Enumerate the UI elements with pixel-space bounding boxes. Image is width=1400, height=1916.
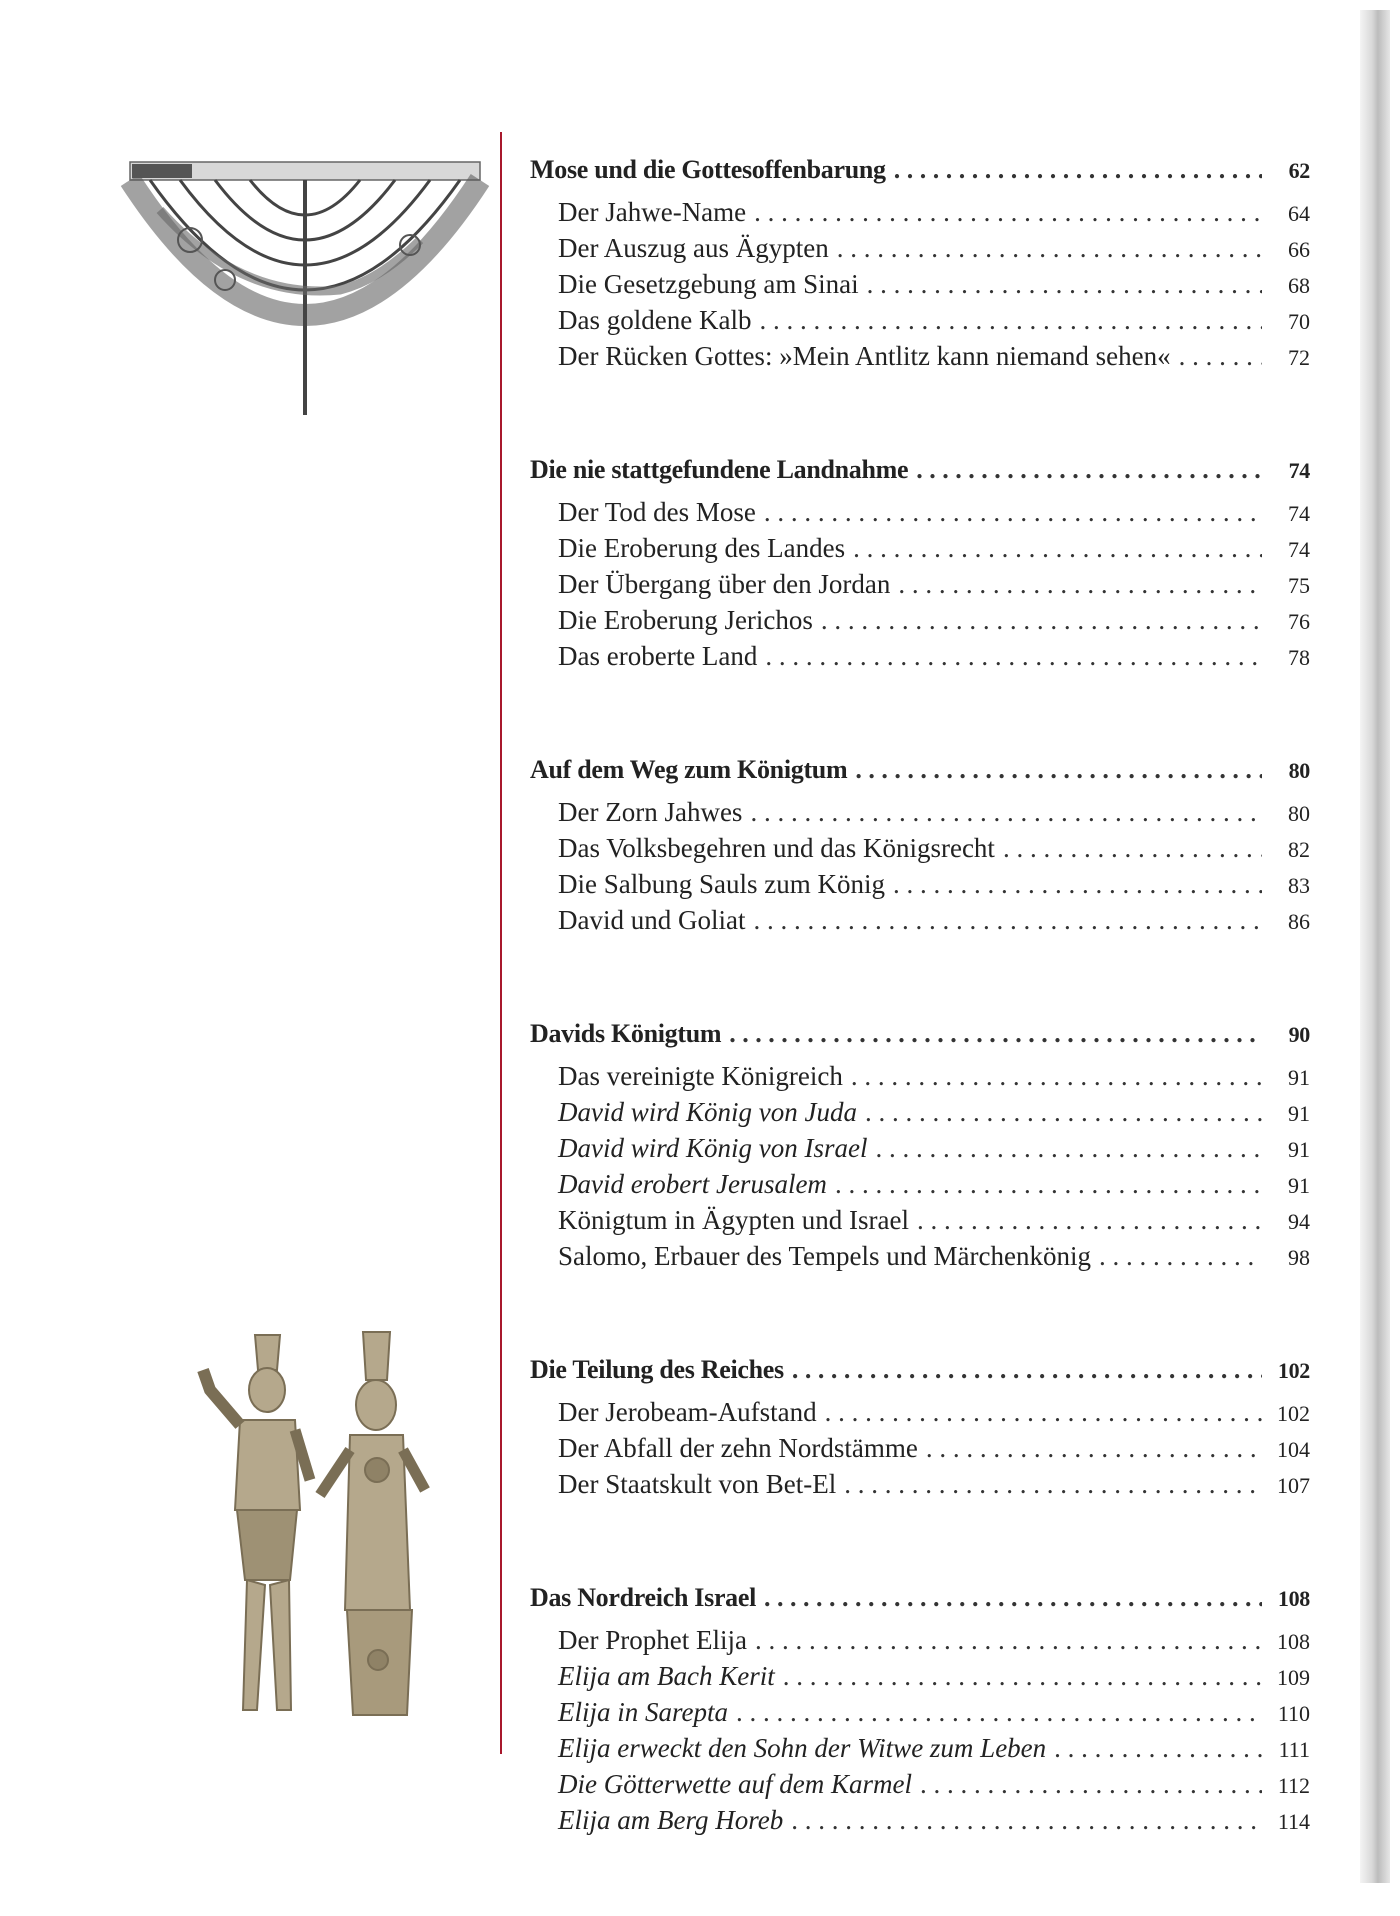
entry-title: Salomo, Erbauer des Tempels und Märchenkönig [558,1241,1091,1271]
dot-leader [791,1802,1262,1838]
dot-leader [753,902,1262,938]
page-number: 66 [1288,237,1310,262]
page-number: 74 [1288,458,1310,483]
dot-leader [893,866,1262,902]
page-number: 109 [1277,1665,1310,1690]
dot-leader [764,494,1262,530]
entry-title: Das Volksbegehren und das Königsrecht [558,833,995,863]
toc-entry [530,602,1310,638]
page-number: 91 [1288,1065,1310,1090]
toc-entry [530,1466,1310,1502]
toc-entry [530,1058,1310,1094]
toc-entry [530,1238,1310,1274]
entry-title: Elija erweckt den Sohn der Witwe zum Leben [558,1733,1047,1763]
page-number: 111 [1278,1737,1310,1762]
dot-leader [916,452,1262,488]
entry-title: David und Goliat [558,905,746,935]
toc-entry [530,1658,1310,1694]
dot-leader [865,1094,1262,1130]
dot-leader [825,1394,1262,1430]
page-number: 91 [1288,1137,1310,1162]
toc-entry [530,830,1310,866]
dot-leader [835,1166,1262,1202]
toc-entry [530,566,1310,602]
toc-entry [530,1430,1310,1466]
section-heading-row [530,152,1310,188]
entry-title: Das vereinigte Königreich [558,1061,843,1091]
section-title: Auf dem Weg zum Königtum [530,755,848,784]
toc-entry [530,194,1310,230]
entry-title: Königtum in Ägypten und Israel [558,1205,909,1235]
page-number: 91 [1288,1101,1310,1126]
entry-title: Der Rücken Gottes: »Mein Antlitz kann niemand sehen« [558,341,1171,371]
toc-entry [530,302,1310,338]
page-number: 68 [1288,273,1310,298]
toc-section [530,452,1310,674]
page-number: 80 [1288,758,1310,783]
section-heading-row [530,752,1310,788]
toc-section [530,1352,1310,1502]
dot-leader [765,638,1262,674]
dot-leader [792,1352,1262,1388]
entry-title: Elija am Berg Horeb [558,1805,784,1835]
page-number: 108 [1277,1629,1310,1654]
dot-leader [844,1466,1262,1502]
entry-title: Der Abfall der zehn Nordstämme [558,1433,918,1463]
page-number: 86 [1288,909,1310,934]
toc-entry [530,1802,1310,1838]
page-number: 74 [1288,501,1310,526]
toc-entry [530,1166,1310,1202]
toc-entry [530,866,1310,902]
menorah-relief-illustration [120,150,490,420]
toc-entry [530,1202,1310,1238]
page-number: 91 [1288,1173,1310,1198]
toc-entry [530,1130,1310,1166]
dot-leader [894,152,1262,188]
dot-leader [1054,1730,1262,1766]
toc-entry [530,230,1310,266]
page-number: 62 [1288,158,1310,183]
page-number: 102 [1277,1401,1310,1426]
dot-leader [876,1130,1263,1166]
page-number: 72 [1288,345,1310,370]
entry-title: Die Eroberung des Landes [558,533,846,563]
section-title: Davids Königtum [530,1019,722,1048]
dot-leader [759,302,1262,338]
dot-leader [1179,338,1262,374]
dot-leader [736,1694,1262,1730]
page-number: 74 [1288,537,1310,562]
page-number: 107 [1277,1473,1310,1498]
page-number: 114 [1277,1809,1310,1834]
page-number: 78 [1288,645,1310,670]
toc-section [530,152,1310,374]
toc-entry [530,494,1310,530]
page-number: 98 [1288,1245,1310,1270]
entry-title: David wird König von Juda [558,1097,857,1127]
dot-leader [855,752,1262,788]
entry-title: Elija am Bach Kerit [558,1661,775,1691]
page-number: 64 [1288,201,1310,226]
entry-title: Der Übergang über den Jordan [558,569,891,599]
page-number: 112 [1277,1773,1310,1798]
page-number: 80 [1288,801,1310,826]
entry-title: Das eroberte Land [558,641,758,671]
page-number: 76 [1288,609,1310,634]
toc-entry [530,1766,1310,1802]
dot-leader [729,1016,1262,1052]
entry-title: Der Auszug aus Ägypten [558,233,829,263]
toc-entry [530,1694,1310,1730]
toc-entry [530,530,1310,566]
toc-entry [530,902,1310,938]
page-number: 102 [1277,1358,1310,1383]
dot-leader [898,566,1262,602]
section-heading-row [530,1580,1310,1616]
page-number: 90 [1288,1022,1310,1047]
entry-title: David erobert Jerusalem [558,1169,827,1199]
entry-title: Der Staatskult von Bet-El [558,1469,837,1499]
red-vertical-rule [500,132,502,1754]
toc-entry [530,266,1310,302]
entry-title: Die Götterwette auf dem Karmel [558,1769,912,1799]
dot-leader [920,1766,1262,1802]
dot-leader [837,230,1262,266]
section-title: Die nie stattgefundene Landnahme [530,455,909,484]
section-heading-row [530,1352,1310,1388]
entry-title: Der Zorn Jahwes [558,797,743,827]
page-edge-shadow [1360,10,1390,1883]
section-title: Mose und die Gottesoffenbarung [530,155,886,184]
dot-leader [867,266,1262,302]
toc-section [530,1580,1310,1838]
page-number: 83 [1288,873,1310,898]
entry-title: David wird König von Israel [558,1133,868,1163]
entry-title: Elija in Sarepta [558,1697,728,1727]
toc-entry [530,1394,1310,1430]
toc-section [530,752,1310,938]
entry-title: Der Tod des Mose [558,497,756,527]
dot-leader [750,794,1262,830]
toc-entry [530,338,1310,374]
bronze-figurines-illustration [185,1330,465,1735]
dot-leader [1099,1238,1262,1274]
page-number: 75 [1288,573,1310,598]
dot-leader [851,1058,1262,1094]
page-number: 104 [1277,1437,1310,1462]
entry-title: Das goldene Kalb [558,305,752,335]
dot-leader [764,1580,1262,1616]
table-of-contents [530,152,1310,1916]
dot-leader [783,1658,1262,1694]
dot-leader [755,1622,1262,1658]
section-title: Die Teilung des Reiches [530,1355,784,1384]
toc-section [530,1016,1310,1274]
entry-title: Der Jerobeam-Aufstand [558,1397,817,1427]
entry-title: Die Gesetzgebung am Sinai [558,269,859,299]
entry-title: Die Eroberung Jerichos [558,605,813,635]
dot-leader [821,602,1262,638]
section-heading-row [530,452,1310,488]
page-number: 70 [1288,309,1310,334]
dot-leader [917,1202,1262,1238]
dot-leader [926,1430,1262,1466]
page-number: 110 [1277,1701,1310,1726]
toc-entry [530,638,1310,674]
toc-entry [530,1094,1310,1130]
page-number: 82 [1288,837,1310,862]
dot-leader [1003,830,1262,866]
entry-title: Die Salbung Sauls zum König [558,869,885,899]
toc-entry [530,794,1310,830]
entry-title: Der Jahwe-Name [558,197,747,227]
dot-leader [853,530,1262,566]
toc-entry [530,1730,1310,1766]
toc-entry [530,1622,1310,1658]
section-title: Das Nordreich Israel [530,1583,757,1612]
page-number: 94 [1288,1209,1310,1234]
section-heading-row [530,1016,1310,1052]
dot-leader [754,194,1262,230]
entry-title: Der Prophet Elija [558,1625,747,1655]
page-number: 108 [1277,1586,1310,1611]
